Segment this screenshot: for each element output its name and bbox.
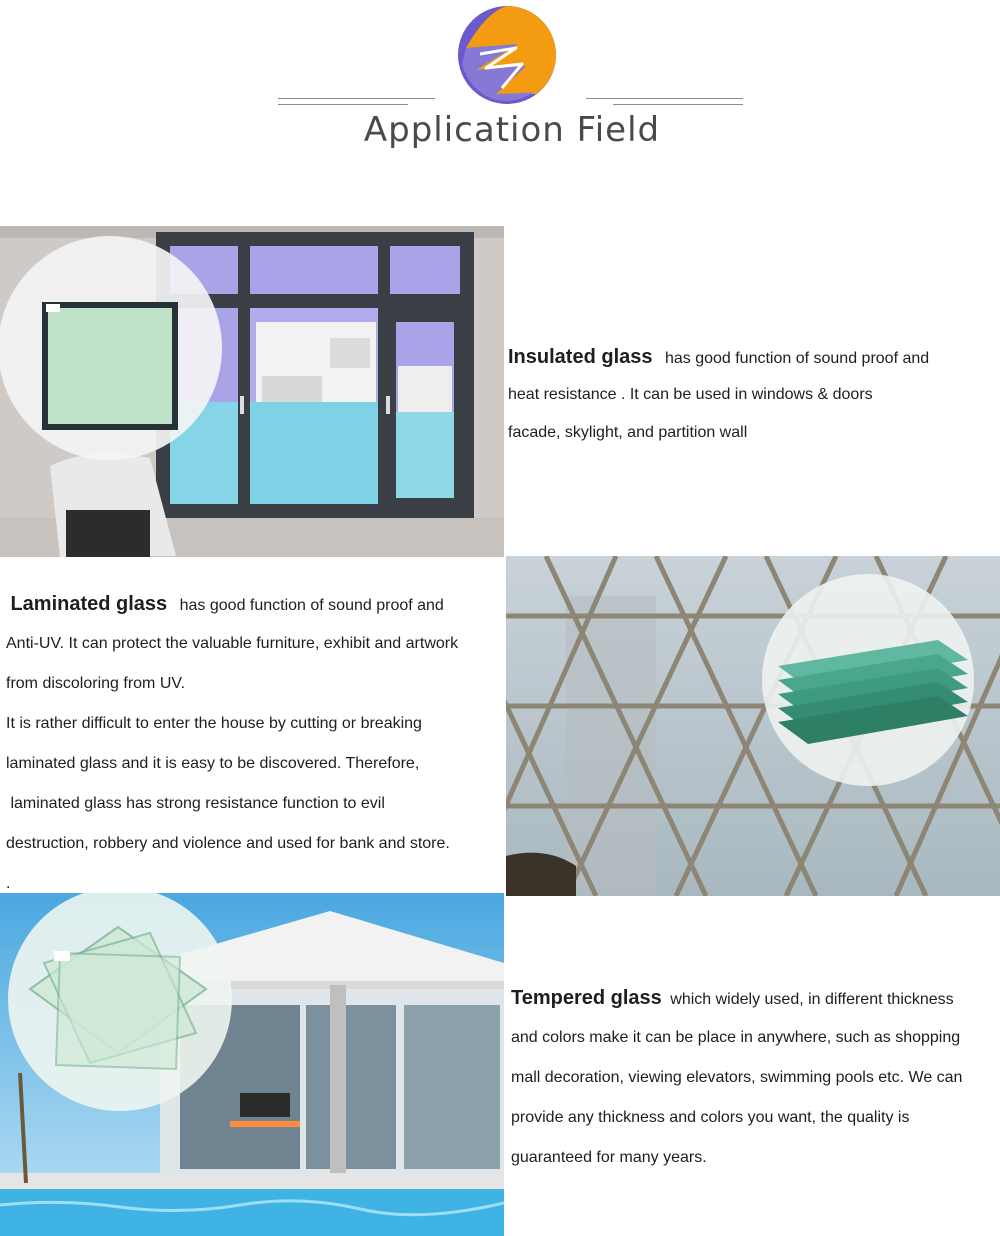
tempered-glass-photo — [0, 893, 504, 1236]
laminated-line-3: from discoloring from UV. — [6, 675, 186, 692]
header-rule-left-bottom — [278, 104, 408, 105]
tempered-line-3: mall decoration, viewing elevators, swimming pools etc. We can — [511, 1069, 963, 1086]
laminated-heading: Laminated glass — [10, 593, 168, 615]
laminated-line-5: laminated glass and it is easy to be discovered. Therefore, — [6, 755, 420, 772]
tempered-glass-text — [511, 978, 1000, 1178]
tempered-line-2: and colors make it can be place in anywhere, such as shopping — [511, 1029, 961, 1046]
laminated-line-1 — [6, 584, 502, 624]
insulated-line-1 — [508, 338, 1000, 376]
page-title: Application Field — [363, 110, 661, 150]
tempered-line-5: guaranteed for many years. — [511, 1149, 707, 1166]
insulated-text-1: has good function of sound proof and — [664, 350, 930, 367]
laminated-text-1: has good function of sound proof and — [179, 597, 444, 614]
header-rule-left-top — [278, 98, 435, 99]
laminated-line-7: destruction, robbery and violence and used for bank and store. — [6, 835, 450, 852]
laminated-line-6: laminated glass has strong resistance function to evil — [6, 795, 385, 812]
laminated-line-8: . — [6, 875, 11, 892]
laminated-line-2: Anti-UV. It can protect the valuable furniture, exhibit and artwork — [6, 635, 459, 652]
insulated-line-2: heat resistance . It can be used in windows & doors — [508, 386, 873, 403]
insulated-glass-text — [508, 338, 1000, 452]
tempered-line-1 — [511, 978, 1000, 1018]
laminated-glass-text — [6, 584, 502, 904]
brand-logo-icon — [456, 4, 558, 106]
tempered-line-4: provide any thickness and colors you want, the quality is — [511, 1109, 910, 1126]
insulated-heading: Insulated glass — [508, 346, 653, 368]
insulated-glass-photo — [0, 226, 504, 557]
header-rule-right-bottom — [613, 104, 743, 105]
insulated-line-3: facade, skylight, and partition wall — [508, 424, 748, 441]
tempered-heading: Tempered glass — [511, 987, 662, 1009]
laminated-glass-photo — [506, 556, 1000, 896]
tempered-text-1: which widely used, in different thickness — [670, 991, 954, 1008]
laminated-line-4: It is rather difficult to enter the house by cutting or breaking — [6, 715, 422, 732]
header-rule-right-top — [586, 98, 743, 99]
